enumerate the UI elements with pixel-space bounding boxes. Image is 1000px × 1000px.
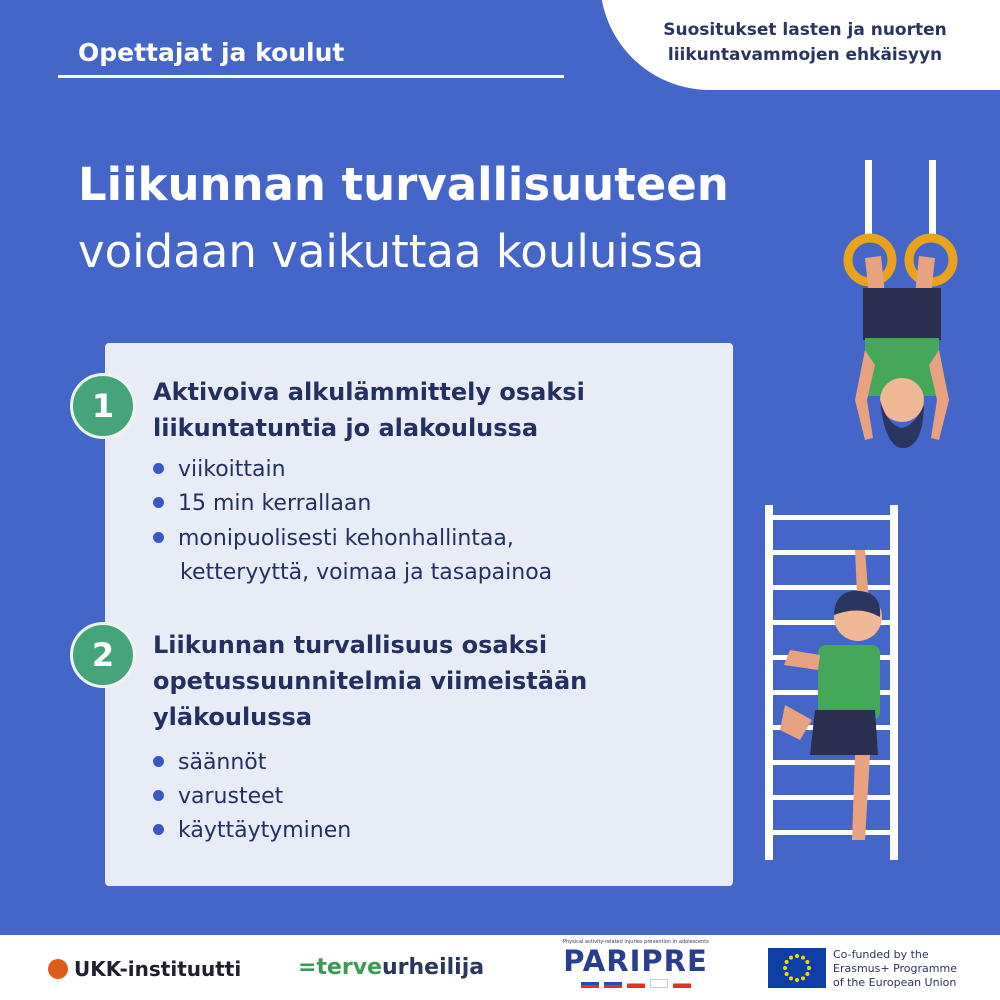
step-2-heading-line2: opetussuunnitelmia viimeistään bbox=[153, 667, 588, 695]
paripre-logo bbox=[563, 939, 708, 988]
eu-flag-icon bbox=[768, 948, 826, 988]
terve-equals-icon: = bbox=[298, 955, 317, 980]
eu-line1: Co-funded by the bbox=[833, 948, 929, 961]
step-2-bullet-1 bbox=[153, 746, 266, 779]
step-2-heading bbox=[153, 627, 587, 735]
bullet-text: säännöt bbox=[178, 750, 267, 775]
bullet-text: viikoittain bbox=[178, 457, 286, 482]
step-1-badge: 1 bbox=[70, 373, 136, 439]
eu-line2: Erasmus+ Programme bbox=[833, 962, 957, 975]
ukk-emblem-icon bbox=[48, 959, 68, 979]
urheilija-text: urheilija bbox=[382, 955, 485, 980]
step-1-bullet-2 bbox=[153, 487, 371, 520]
bullet-dot-icon bbox=[153, 532, 164, 543]
step-2-badge: 2 bbox=[70, 622, 136, 688]
step-2-heading-line1: Liikunnan turvallisuus osaksi bbox=[153, 631, 548, 659]
wall-bars-climber-icon bbox=[760, 505, 910, 860]
terve-text: terve bbox=[316, 955, 382, 980]
step-1-bullet-3 bbox=[153, 522, 514, 555]
recommendations-label bbox=[640, 18, 970, 68]
bullet-text: monipuolisesti kehonhallintaa, bbox=[178, 526, 514, 551]
step-2-bullet-3 bbox=[153, 814, 351, 847]
bullet-text: käyttäytyminen bbox=[178, 818, 352, 843]
czech-flag-icon bbox=[673, 979, 691, 988]
step-1-bullet-3-continuation: ketteryyttä, voimaa ja tasapainoa bbox=[180, 560, 553, 585]
bullet-text: 15 min kerrallaan bbox=[178, 491, 372, 516]
bullet-dot-icon bbox=[153, 463, 164, 474]
eu-line3: of the European Union bbox=[833, 976, 957, 989]
footer-logos bbox=[0, 935, 1000, 1000]
bullet-dot-icon bbox=[153, 756, 164, 767]
step-2-bullet-2 bbox=[153, 780, 283, 813]
recommendations-line2: liikuntavammojen ehkäisyyn bbox=[667, 45, 943, 65]
bullet-dot-icon bbox=[153, 790, 164, 801]
bullet-dot-icon bbox=[153, 824, 164, 835]
section-label: Opettajat ja koulut bbox=[78, 38, 345, 67]
poland-flag-icon bbox=[627, 979, 645, 988]
step-2-heading-line3: yläkoulussa bbox=[153, 703, 313, 731]
ukk-logo-text: UKK-instituutti bbox=[74, 957, 242, 981]
step-1-bullet-1 bbox=[153, 453, 286, 486]
terveurheilija-logo bbox=[298, 955, 484, 980]
title-line2: voidaan vaikuttaa kouluissa bbox=[78, 225, 705, 278]
slovenia-flag-icon bbox=[604, 979, 622, 988]
bullet-dot-icon bbox=[153, 497, 164, 508]
paripre-text: PARIPRE bbox=[563, 944, 708, 978]
step-1-heading-line1: Aktivoiva alkulämmittely osaksi bbox=[153, 378, 585, 406]
slovakia-flag-icon bbox=[581, 979, 599, 988]
eu-cofunding-text bbox=[833, 948, 957, 990]
ukk-logo bbox=[48, 957, 241, 981]
bullet-text: varusteet bbox=[178, 784, 284, 809]
step-1-heading bbox=[153, 374, 585, 446]
recommendations-line1: Suositukset lasten ja nuorten bbox=[663, 20, 947, 40]
gym-rings-child-icon bbox=[835, 160, 975, 460]
partner-flags bbox=[563, 979, 708, 988]
step-1-heading-line2: liikuntatuntia jo alakoulussa bbox=[153, 414, 539, 442]
section-underline bbox=[58, 75, 564, 78]
title-line1: Liikunnan turvallisuuteen bbox=[78, 158, 729, 211]
finland-flag-icon bbox=[650, 979, 668, 988]
paripre-tagline: Physical activity-related injuries prevention in adolescents bbox=[563, 939, 709, 945]
